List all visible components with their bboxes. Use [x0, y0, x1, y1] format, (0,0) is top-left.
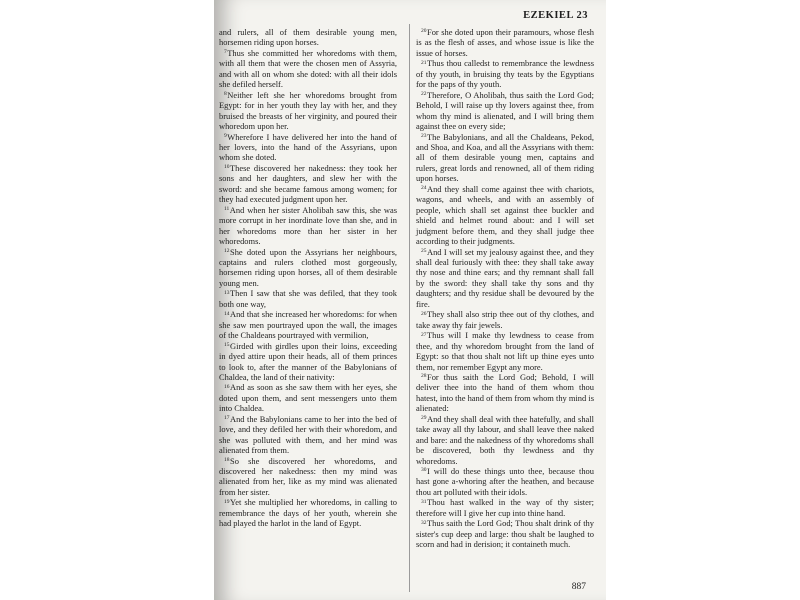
verse-text: Thou hast walked in the way of thy sister; therefore will I give her cup into thine hand.	[416, 497, 594, 518]
verse	[416, 309, 594, 330]
right-column	[416, 27, 594, 550]
verse-text: For thus saith the Lord God; Behold, I will deliver thee into the hand of them whom thou hatest, into the hand of them from whom thy mind is alienated:	[416, 371, 594, 414]
verse-text: I will do these things unto thee, because thou hast gone a-whoring after the heathen, and because thou art polluted with their idols.	[416, 466, 594, 497]
verse-text: These discovered her nakedness: they took her sons and her daughters, and slew her with the sword: and she became famous among women; for they had executed judgment upon her.	[219, 162, 397, 205]
verse-text: Thus saith the Lord God; Thou shalt drink of thy sister's cup deep and large: thou shalt be laughed to scorn and had in derision; it containeth much.	[416, 518, 594, 550]
verse	[219, 341, 397, 383]
bible-page	[214, 0, 606, 600]
verse-text: Yet she multiplied her whoredoms, in calling to remembrance the days of her youth, wherein she had played the harlot in the land of Egypt.	[219, 497, 397, 529]
verse-number: 19	[224, 498, 230, 505]
verse	[416, 497, 594, 518]
verse	[219, 132, 397, 163]
verse-number: 12	[224, 247, 230, 254]
verse-number: 21	[421, 59, 427, 66]
verse	[219, 382, 397, 413]
verse-text: Wherefore I have delivered her into the hand of her lovers, into the hand of the Assyrians, upon whom she doted.	[219, 131, 397, 163]
verse-text: And when her sister Aholibah saw this, she was more corrupt in her inordinate love than she, and in her whoredoms more than her sister in her whoredoms.	[219, 204, 397, 247]
column-divider	[409, 24, 410, 592]
verse-number: 15	[224, 342, 230, 348]
verse	[416, 27, 594, 58]
verse-text: So she discovered her whoredoms, and discovered her nakedness: then my mind was alienated from her, like as my mind was alienated from her sister.	[219, 455, 397, 497]
verse-number: 31	[421, 498, 427, 505]
verse	[219, 205, 397, 247]
verse	[219, 309, 397, 340]
verse	[219, 163, 397, 205]
verse-text: She doted upon the Assyrians her neighbours, captains and rulers clothed most gorgeously, horsemen riding upon horses, all of them desirable young men.	[219, 246, 397, 288]
verse-number: 20	[421, 28, 427, 35]
verse-text: They shall also strip thee out of thy clothes, and take away thy fair jewels.	[416, 309, 594, 330]
verse	[416, 132, 594, 184]
verse-number: 29	[421, 415, 427, 422]
verse-text: Neither left she her whoredoms brought from Egypt: for in her youth they lay with her, and they bruised the breasts of her virginity, and poured their whoredom upon her.	[219, 89, 397, 132]
verse-text: Therefore, O Aholibah, thus saith the Lord God; Behold, I will raise up thy lovers against thee, from whom thy mind is alienated, and I will bring them against thee on every side;	[416, 89, 594, 132]
verse-number: 32	[421, 519, 427, 526]
verse-text: For she doted upon their paramours, whose flesh is as the flesh of asses, and whose issue is like the issue of horses.	[416, 27, 594, 58]
verse-text: And they shall deal with thee hatefully, and shall take away all thy labour, and shall leave thee naked and bare: and the nakedness of thy whoredoms shall be discovered, both thy lewdness and thy whoredoms.	[416, 413, 594, 466]
verse-number: 18	[224, 456, 230, 463]
verse-number: 7	[224, 49, 227, 56]
left-column	[219, 27, 397, 529]
running-head: EZEKIEL 23	[523, 10, 588, 21]
verse-number: 28	[421, 373, 427, 380]
verse-number: 8	[224, 91, 227, 98]
verse	[416, 184, 594, 247]
page-number: 887	[571, 582, 586, 592]
verse-text: Thus will I make thy lewdness to cease from thee, and thy whoredom brought from the land of Egypt: so that thou shalt not lift up thine eyes unto them, nor remember Egypt any more.	[416, 330, 594, 372]
verse	[219, 90, 397, 132]
verse-number: 14	[224, 310, 230, 317]
verse-text: The Babylonians, and all the Chaldeans, Pekod, and Shoa, and Koa, and all the Assyrians with them: all of them desirable young men, captains and rulers, great lords and renowned, all of them riding upon horses.	[416, 131, 594, 184]
verse	[219, 27, 397, 48]
verse-number: 22	[421, 91, 427, 98]
verse	[219, 247, 397, 289]
verse	[416, 466, 594, 497]
verse-number: 17	[224, 415, 230, 422]
verse	[219, 414, 397, 456]
verse	[416, 372, 594, 414]
verse-number: 13	[224, 289, 230, 296]
verse-text: And the Babylonians came to her into the bed of love, and they defiled her with their whoredom, and she was polluted with them, and her mind was alienated from them.	[219, 413, 397, 456]
verse-number: 25	[421, 247, 427, 254]
verse-number: 9	[224, 132, 227, 139]
verse-text: Girded with girdles upon their loins, exceeding in dyed attire upon their heads, all of them princes to look to, after the manner of the Babylonians of Chaldea, the land of their nativity:	[219, 340, 397, 382]
verse-number: 26	[421, 310, 427, 317]
verse-text: and rulers, all of them desirable young men, horsemen riding upon horses.	[219, 27, 397, 48]
verse-number: 24	[421, 185, 427, 192]
verse-number: 16	[224, 383, 230, 390]
verse-text: Thus thou calledst to remembrance the lewdness of thy youth, in bruising thy teats by the Egyptians for the paps of thy youth.	[416, 58, 594, 90]
verse	[416, 58, 594, 89]
verse-text: And they shall come against thee with chariots, wagons, and wheels, and with an assembly of people, which shall set against thee buckler and shield and helmet round about: and I will set judgment before them, and they shall judge thee according to their judgments.	[416, 183, 594, 247]
verse	[416, 90, 594, 132]
verse	[416, 247, 594, 310]
verse-number: 30	[421, 467, 427, 474]
verse	[416, 518, 594, 549]
verse-number: 27	[421, 331, 427, 338]
verse-text: And as soon as she saw them with her eyes, she doted upon them, and sent messengers unto them into Chaldea.	[219, 382, 397, 414]
verse-text: Then I saw that she was defiled, that they took both one way,	[219, 288, 397, 309]
verse	[219, 288, 397, 309]
verse-text: And I will set my jealousy against thee, and they shall deal furiously with thee: they shall take away thy nose and thine ears; and thy remnant shall fall by the sword: they shall take thy sons and thy daughters; and thy residue shall be devoured by the fire.	[416, 246, 594, 309]
verse-text: Thus she committed her whoredoms with them, with all them that were the chosen men of Assyria, and with all on whom she doted: with all their idols she defiled herself.	[219, 47, 397, 90]
verse-number: 11	[224, 206, 230, 213]
verse-text: And that she increased her whoredoms: for when she saw men pourtrayed upon the wall, the images of the Chaldeans pourtrayed with vermilion,	[219, 309, 397, 341]
verse-number: 10	[224, 164, 230, 171]
verse	[219, 456, 397, 498]
verse	[416, 330, 594, 372]
verse	[219, 48, 397, 90]
verse-number: 23	[421, 132, 427, 139]
verse	[219, 497, 397, 528]
verse	[416, 414, 594, 466]
